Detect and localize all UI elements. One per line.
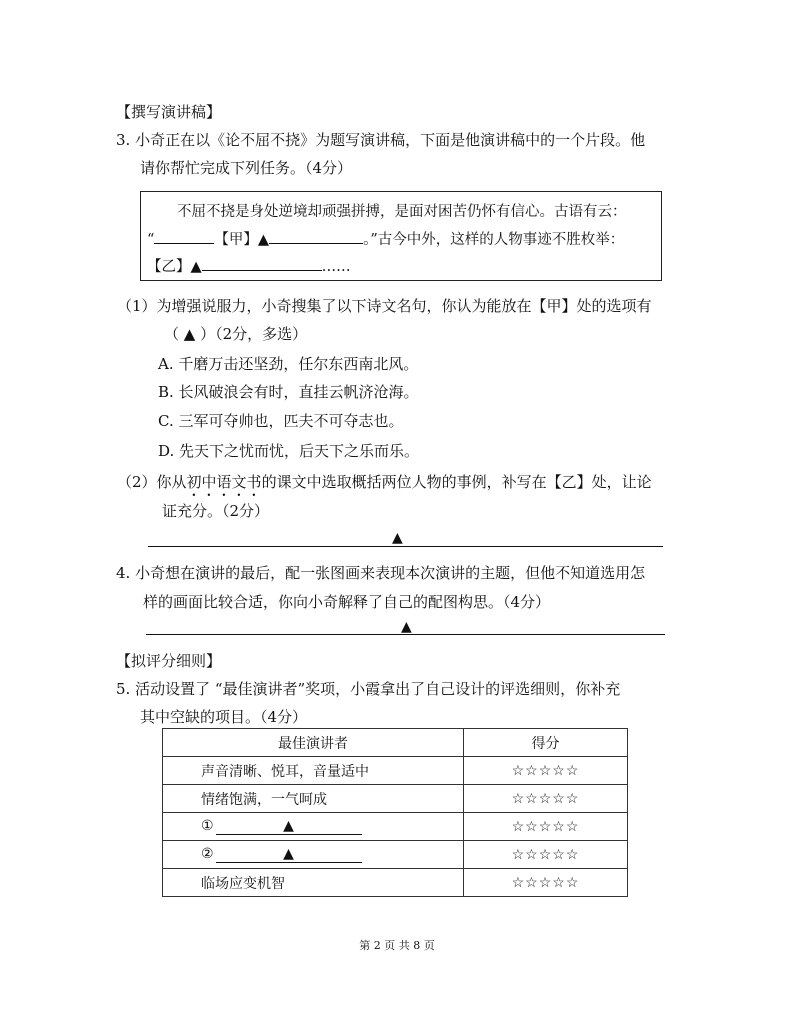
blank-jia-field[interactable] [269,229,363,244]
question-5-line-1: 5. 活动设置了 “最佳演讲者”奖项，小霞拿出了自己设计的评选细则，你补充 [116,680,621,698]
subquestion-2-line-2: 证充分。（2分） [162,502,270,520]
scoring-criteria-table [162,728,628,897]
subquestion-2-line-1 [117,471,652,500]
table-row [163,785,628,813]
score-stars[interactable]: ☆☆☆☆☆ [464,785,628,813]
excerpt-line-1: 不屈不挠是身处逆境却顽强拼搏，是面对困苦仍怀有信心。古语有云： [177,204,627,220]
table-row [163,869,628,897]
question-4-line-2: 样的画面比较合适，你向小奇解释了自己的配图构思。（4分） [143,593,551,611]
blank-number-2: ② [201,846,214,862]
section-title-scoring-rules: 【拟评分细则】 [116,652,222,670]
table-row [163,841,628,869]
table-row [163,757,628,785]
table-header-criterion: 最佳演讲者 [163,729,464,757]
blank-jia-lead[interactable] [154,229,214,244]
criterion-blank-field-1[interactable]: ▲ [216,818,362,835]
subquestion-2-answer-line[interactable] [148,532,663,547]
option-d[interactable]: D. 先天下之忧而忧，后天下之乐而乐。 [158,442,420,460]
subquestion-2-emphasis: 初中语文书 [186,473,262,491]
excerpt-open-quote: “ [147,232,155,248]
criterion-cell: 临场应变机智 [163,869,464,897]
question-4-line-1: 4. 小奇想在演讲的最后，配一张图画来表现本次演讲的主题，但他不知道选用怎 [116,564,646,582]
page-number-footer: 第 2 页 共 8 页 [359,939,435,952]
table-header-row [163,729,628,757]
section-title-write-speech: 【撰写演讲稿】 [116,103,222,121]
criterion-blank-field-2[interactable]: ▲ [216,846,362,863]
excerpt-line-3 [147,255,351,276]
subquestion-2-post: 的课文中选取概括两位人物的事例，补写在【乙】处，让论 [261,473,652,491]
score-stars[interactable]: ☆☆☆☆☆ [464,813,628,841]
option-c[interactable]: C. 三军可夺帅也，匹夫不可夺志也。 [158,412,404,430]
score-stars[interactable]: ☆☆☆☆☆ [464,841,628,869]
score-stars[interactable]: ☆☆☆☆☆ [464,869,628,897]
option-b[interactable]: B. 长风破浪会有时，直挂云帆济沧海。 [158,383,419,401]
subquestion-2-pre: （2）你从 [117,473,187,491]
subquestion-1-line-1: （1）为增强说服力，小奇搜集了以下诗文名句，你认为能放在【甲】处的选项有 [117,297,652,315]
excerpt-line-2-end: 。”古今中外，这样的人物事迹不胜枚举： [363,232,625,248]
blank-yi-field[interactable] [202,256,322,271]
table-row [163,813,628,841]
question-3-line-2: 请你帮忙完成下列任务。（4分） [140,159,353,177]
option-a[interactable]: A. 千磨万击还坚劲，任尔东西南北风。 [158,355,419,373]
criterion-cell-blank-1 [163,813,464,841]
excerpt-line-2 [147,228,624,249]
criterion-cell: 情绪饱满，一气呵成 [163,785,464,813]
score-stars[interactable]: ☆☆☆☆☆ [464,757,628,785]
blank-jia-label: 【甲】▲ [214,232,270,248]
table-header-score: 得分 [464,729,628,757]
criterion-cell-blank-2 [163,841,464,869]
speech-excerpt-box [140,191,662,281]
subquestion-2-answer-mark: ▲ [392,530,403,546]
question-3-line-1: 3. 小奇正在以《论不屈不挠》为题写演讲稿，下面是他演讲稿中的一个片段。他 [116,131,646,149]
question-4-answer-mark: ▲ [401,619,412,635]
blank-number-1: ① [201,818,214,834]
blank-yi-label: 【乙】▲ [147,259,202,275]
subquestion-1-answer-slot[interactable]: （ ▲ ）（2分，多选） [164,325,308,343]
excerpt-ellipsis: …… [321,259,351,275]
criterion-cell: 声音清晰、悦耳，音量适中 [163,757,464,785]
question-5-line-2: 其中空缺的项目。（4分） [140,708,308,726]
